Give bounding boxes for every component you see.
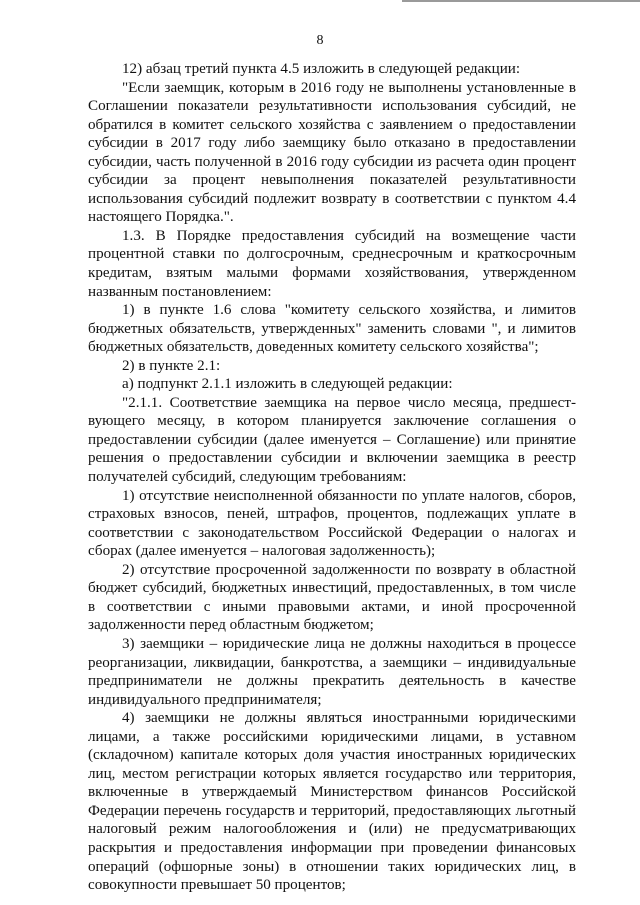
document-body [88, 60, 576, 895]
paragraph-subitem-1: 1) в пункте 1.6 слова "комитету сельского хозяйства, и лимитов бюджетных обязательств, утвержденных" заменить словами ", и лимитов бюджетных обязательств, доведенных комитету сельского хозяйства"; [88, 302, 576, 356]
paragraph-item-12: 12) абзац третий пункта 4.5 изложить в следующей редакции: [122, 61, 521, 77]
paragraph-requirement-4: 4) заемщики не должны являться иностранными юридическими лицами, а также российскими юридическими лицами, в уставном (складочном) капитале которых доля участия иностранных юридических лиц, местом регистрации которых является государство или территория, включенные в утверждаемый Министерством финансов Российской Федерации перечень государств и территорий, предоставляющих льготный налоговый режим налогообложения и (или) не предусматривающих раскрытия и предоставления информации при проведении финансовых операций (офшорные зоны) в отношении таких юридических лиц, в совокупности превышает 50 процентов; [88, 710, 576, 894]
paragraph-clause-2-1-1: "2.1.1. Соответствие заемщика на первое число месяца, предшествующего месяцу, в котором планируется заключение соглашения о предоставлении субсидии (далее именуется – Соглашение) или принятие решения о предоставлении субсидии и включении заемщика в реестр получателей субсидий, следующим требованиям: [88, 394, 576, 486]
paragraph-requirement-2: 2) отсутствие просроченной задолженности по возврату в областной бюджет субсидий, бюджетных инвестиций, предоставленных, в том числе в соответствии с иными правовыми актами, и иной просроченной задолженности перед областным бюджетом; [88, 561, 576, 634]
paragraph-quoted-clause-4-5: "Если заемщик, которым в 2016 году не выполнены установленные в Соглашении показатели результативности использования субсидий, не обратился в комитет сельского хозяйства с заявлением о предоставлении субсидии в 2017 году либо заемщику было отказано в предоставлении субсидии, часть полученной в 2016 году субсидии из расчета один процент субсидии за процент невыполнения показателей результативности использования субсидий подлежит возврату в соответствии с пунктом 4.4 настоящего Порядка.". [88, 79, 576, 226]
paragraph-requirement-1: 1) отсутствие неисполненной обязанности по уплате налогов, сборов, страховых взносов, пеней, штрафов, процентов, подлежащих уплате в соответствии с законодательством Российской Федерации о налогах и сборах (далее именуется – налоговая задолженность); [88, 487, 576, 560]
top-edge-rule [402, 0, 640, 2]
page-number: 8 [316, 33, 324, 48]
paragraph-subitem-2: 2) в пункте 2.1: [122, 357, 221, 374]
paragraph-requirement-3: 3) заемщики – юридические лица не должны находиться в процессе реорганизации, ликвидации, банкротства, а заемщики – индивидуальные предприниматели не должны прекратить деятельность в качестве индивидуального предпринимателя; [88, 635, 576, 708]
paragraph-subitem-a: а) подпункт 2.1.1 изложить в следующей редакции: [122, 376, 453, 393]
paragraph-section-1-3: 1.3. В Порядке предоставления субсидий на возмещение части процентной ставки по долгосрочным, среднесрочным и краткосрочным кредитам, взятым малыми формами хозяйствования, утвержденном названным постановлением: [88, 227, 576, 300]
